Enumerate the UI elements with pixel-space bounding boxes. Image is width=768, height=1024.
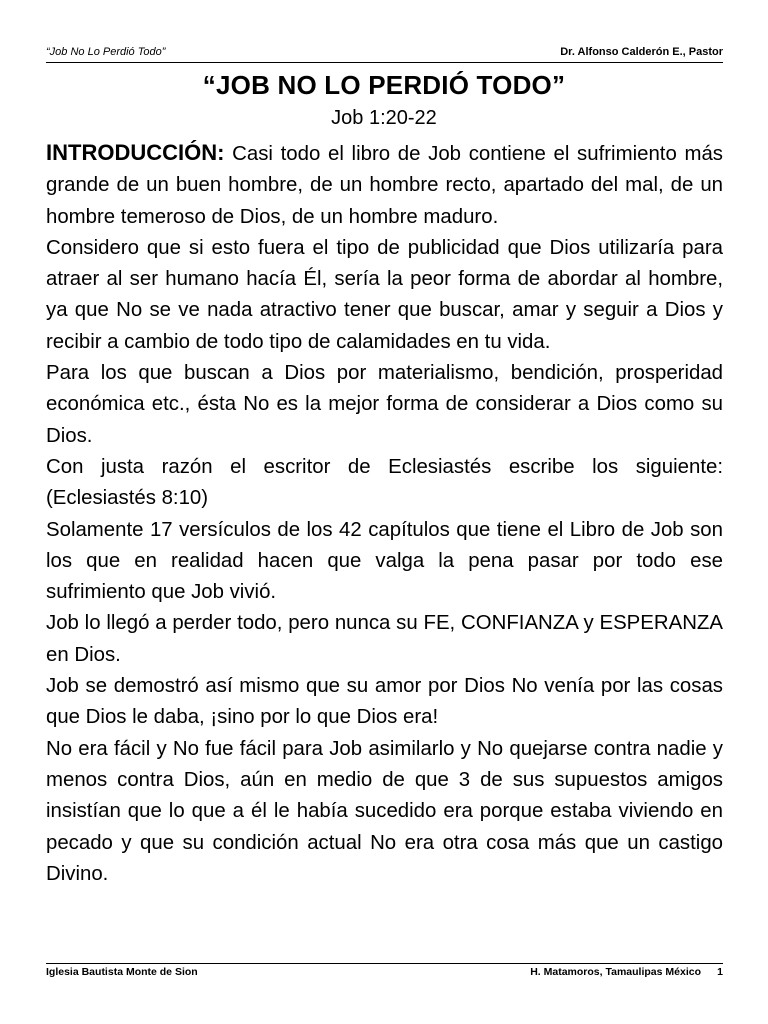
page-number: 1 — [717, 966, 723, 978]
footer-church-name: Iglesia Bautista Monte de Sion — [46, 966, 198, 978]
body-paragraph: Job lo llegó a perder todo, pero nunca su FE, CONFIANZA y ESPERANZA en Dios. — [46, 612, 723, 666]
page-footer — [46, 963, 723, 982]
document-title: “JOB NO LO PERDIÓ TODO” — [202, 70, 566, 100]
intro-heading: INTRODUCCIÓN: — [46, 140, 225, 165]
body-paragraph: Job se demostró así mismo que su amor por Dios No venía por las cosas que Dios le daba, ¡sino por lo que Dios era! — [46, 675, 723, 729]
body-paragraph: Para los que buscan a Dios por materialismo, bendición, prosperidad económica etc., ésta No es la mejor forma de considerar a Dios como su Dios. — [46, 362, 723, 447]
body-paragraph: Con justa razón el escritor de Eclesiastés escribe los siguiente: (Eclesiastés 8:10) — [46, 455, 723, 510]
body-paragraph: Considero que si esto fuera el tipo de publicidad que Dios utilizaría para atraer al ser humano hacía Él, sería la peor forma de abordar al hombre, ya que No se ve nada atractivo tener que buscar, amar y seguir a Dios y recibir a cambio de todo tipo de calamidades en tu vida. — [46, 236, 723, 353]
intro-paragraph — [46, 137, 723, 233]
body-paragraph: Solamente 17 versículos de los 42 capítulos que tiene el Libro de Job son los que en realidad hacen que valga la pena pasar por todo ese sufrimiento que Job vivió. — [46, 518, 723, 604]
body-paragraph: No era fácil y No fue fácil para Job asimilarlo y No quejarse contra nadie y menos contra Dios, aún en medio de que 3 de sus supuestos amigos insistían que lo que a él le había sucedido era porque estaba viviendo en pecado y que su condición actual No era otra cosa más que un castigo Divino. — [46, 737, 723, 885]
page-header — [46, 46, 723, 63]
intro-text: Casi todo el libro de Job contiene el sufrimiento más grande de un buen hombre, de un hombre recto, apartado del mal, de un hombre temeroso de Dios, de un hombre maduro. — [46, 143, 723, 228]
scripture-reference: Job 1:20-22 — [331, 107, 437, 129]
footer-location: H. Matamoros, Tamaulipas México — [530, 966, 701, 978]
header-author: Dr. Alfonso Calderón E., Pastor — [560, 46, 723, 58]
header-sermon-title: “Job No Lo Perdió Todo” — [46, 46, 166, 58]
document-body — [46, 137, 723, 890]
